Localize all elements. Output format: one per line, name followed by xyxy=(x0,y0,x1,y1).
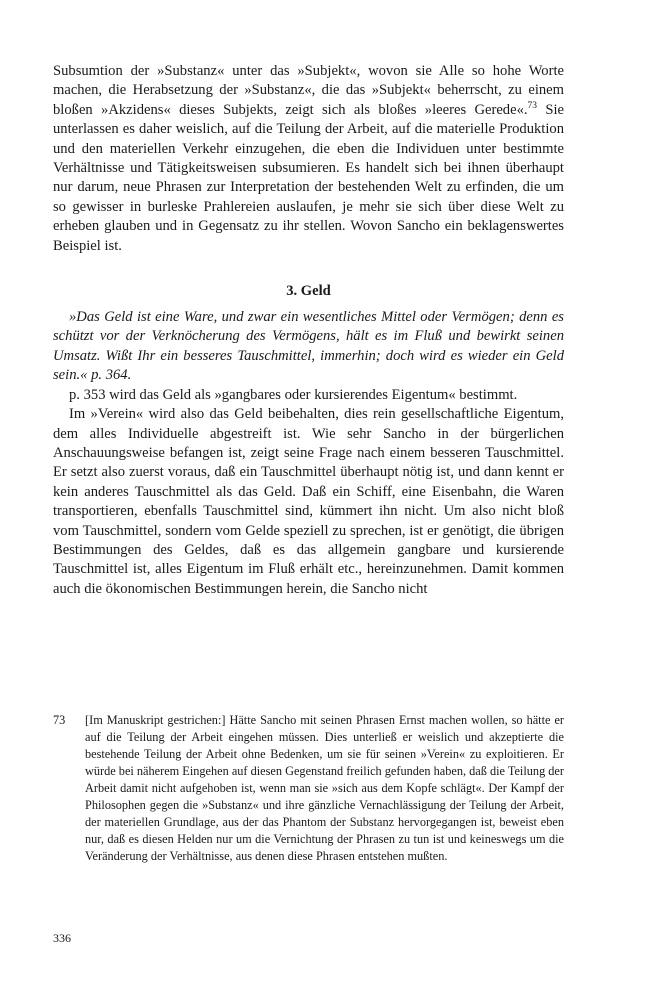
paragraph-intro-text: Subsumtion der »Substanz« unter das »Subjekt«, wovon sie Alle so hohe Worte machen, die Herabsetzung der »Substanz«, die das »Subjekt« beherrscht, zu einem bloßen »Akzidens« dieses Subjekts, zeigt sich als bloßes »leeres Gerede«. xyxy=(53,63,564,118)
paragraph-intro-continuation: Sie unterlassen es daher weislich, auf die Teilung der Arbeit, auf die materielle Produktion und den materiellen Verkehr einzugehen, die eben die Individuen unter bestimmte Verhältnisse und Tätigkeitsweisen subsumieren. Es handelt sich bei ihnen überhaupt nur darum, neue Phrasen zur Interpretation der bestehenden Welt zu erfinden, die um so gewisser in burleske Prahlereien auslaufen, je mehr sie sich über diese Welt zu erheben glauben und in Gegensatz zu ihr stellen. Wovon Sancho ein beklagenswertes Beispiel ist. xyxy=(53,101,565,254)
footnote-reference[interactable]: 73 xyxy=(527,100,538,111)
footnote-text: [Im Manuskript gestrichen:] Hätte Sancho mit seinen Phrasen Ernst machen wollen, so hätte er auf die Teilung der Arbeit eingehen müssen. Dies unterließ er weislich und akzeptierte die bestehende Teilung der Arbeit ohne Bedenken, um sie für seinen »Verein« zu exploitieren. Er würde bei näherem Eingehen auf diesen Gegenstand freilich gefunden haben, daß die Teilung der Arbeit damit nicht aufgehoben ist, wenn man sie »sich aus dem Kopfe schlägt«. Der Kampf der Philosophen gegen die »Substanz« und ihre gänzliche Vernachlässigung der Teilung der Arbeit, der materiellen Grundlage, aus der das Phantom der Substanz hervorgegangen ist, beweist eben nur, daß es diesen Helden nur um die Vernichtung der Phrasen zu tun ist und keineswegs um die Veränderung der Verhältnisse, aus denen diese Phrasen entstehen mußten. xyxy=(85,713,564,863)
footnote-number: 73 xyxy=(53,713,66,727)
block-quote: »Das Geld ist eine Ware, und zwar ein wesentliches Mittel oder Vermögen; denn es schützt vor der Verknöcherung des Vermögens, hält es im Fluß und bewirkt seinen Umsatz. Wißt Ihr ein besseres Tauschmittel, immerhin; doch wird es wieder ein Geld sein.« p. 364. xyxy=(53,309,564,384)
main-text xyxy=(53,62,564,599)
paragraph-definition: p. 353 wird das Geld als »gangbares oder kursierendes Eigentum« bestimmt. xyxy=(69,386,518,403)
paragraph-discussion: Im »Verein« wird also das Geld beibehalten, dies rein gesellschaftliche Eigentum, dem alles Individuelle abgestreift ist. Wie sehr Sancho in der bürgerlichen Anschauungsweise befangen ist, zeigt seine Frage nach einem besseren Tauschmittel. Er setzt also zuerst voraus, daß ein Tauschmittel überhaupt nötig ist, und dann kennt er kein anderes Tauschmittel als das Geld. Daß ein Schiff, eine Eisenbahn, die Waren transportieren, ebenfalls Tauschmittel sind, kümmert ihn nicht. Um also nicht bloß vom Tauschmittel, sondern vom Gelde speziell zu sprechen, ist er genötigt, die übrigen Bestimmungen des Geldes, daß es das allgemein gangbare und kursierende Tauschmittel ist, alles Eigentum im Fluß erhält etc., hereinzunehmen. Damit kommen auch die ökonomischen Bestimmungen herein, die Sancho nicht xyxy=(53,406,564,597)
page-body xyxy=(53,62,564,599)
footnote xyxy=(53,712,564,865)
paragraph-intro xyxy=(53,62,564,256)
page-number: 336 xyxy=(53,931,71,945)
section-heading: 3. Geld xyxy=(286,283,331,300)
